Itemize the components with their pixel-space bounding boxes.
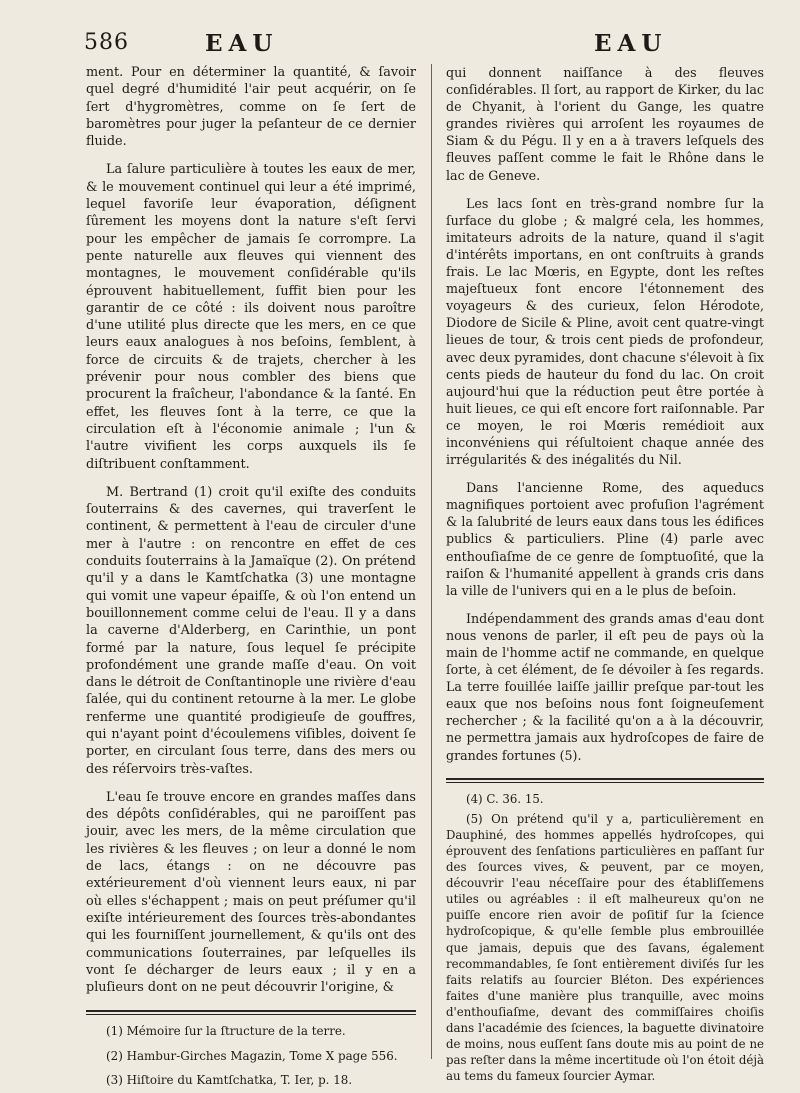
footnote-rule — [446, 778, 764, 783]
left-column — [86, 64, 416, 1088]
footnotes — [86, 1023, 416, 1088]
footnote: (4) C. 36. 15. — [466, 791, 544, 806]
paragraph: L'eau ſe trouve encore en grandes maſſes dans des dépôts conſidérables, qui ne paroiſſent pas jouir, avec les mers, de la même circulation que les rivières & les fleuves ; on leur a donné le nom de lacs, étangs : on ne découvre pas extérieurement d'où viennent leurs eaux, ni par où elles s'échappent ; mais on peut préſumer qu'il exiſte intérieurement des ſources très-abondantes qui les fourniſſent journellement, & qu'ils ont des communications ſouterraines, par leſquelles ils vont ſe décharger de leurs eaux ; il y en a pluſieurs dont on ne peut découvrir l'origine, & — [86, 789, 416, 996]
paragraph: qui donnent naiſſance à des fleuves conſidérables. Il ſort, au rapport de Kirker, du lac de Chyanit, à l'orient du Gange, les quatre grandes rivières qui arroſent les royaumes de Siam & du Pégu. Il y en a à travers leſquels des fleuves paſſent comme le fait le Rhône dans le lac de Geneve. — [446, 65, 764, 183]
paragraph: Indépendamment des grands amas d'eau dont nous venons de parler, il eſt peu de pays où la main de l'homme actif ne commande, en quelque ſorte, à cet élément, de ſe dévoiler à ſes regards. La terre fouillée laiſſe jaillir preſque par-tout les eaux que nos beſoins nous font ſoigneuſement rechercher ; & la facilité qu'on a à la découvrir, ne permettra jamais aux hydroſcopes de faire de grandes fortunes (5). — [446, 610, 764, 763]
paragraph: Dans l'ancienne Rome, des aqueducs magnifiques portoient avec profuſion l'agrément & la ſalubrité de leurs eaux dans tous les édifices publics & particuliers. Pline (4) parle avec enthouſiaſme de ce genre de ſomptuoſité, que la raiſon & l'humanité appellent à grands cris dans la ville de l'univers qui en a le plus de beſoin. — [446, 480, 764, 598]
footnote-rule — [86, 1010, 416, 1015]
running-head-right: EAU — [594, 30, 668, 57]
paragraph: La ſalure particulière à toutes les eaux de mer, & le mouvement continuel qui leur a été imprimé, lequel favoriſe leur évaporation, déſignent ſûrement les moyens dont la nature s'eſt ſervi pour les empêcher de jamais ſe corrompre. La pente naturelle aux fleuves qui viennent des montagnes, le mouvement conſidérable qu'ils éprouvent habituellement, ſuffit bien pour les garantir de ce côté : ils doivent nous paroître d'une utilité plus directe que les mers, en ce que leurs eaux analogues à nos beſoins, ſemblent, à force de circuits & de trajets, chercher à les prévenir pour nous combler des biens que procurent la fraîcheur, l'abondance & la ſanté. En effet, les fleuves ſont à la terre, ce que la circulation eſt à l'économie animale ; l'un & l'autre vivifient les corps auxquels ils ſe diſtribuent conſtamment. — [86, 162, 416, 472]
page-number: 586 — [84, 30, 129, 55]
right-column — [446, 64, 764, 1084]
footnote: (3) Hiſtoire du Kamtſchatka, T. Ier, p. 18. — [106, 1073, 353, 1088]
footnotes — [446, 791, 764, 1085]
paragraph: Les lacs ſont en très-grand nombre ſur la ſurface du globe ; & malgré cela, les hommes, imitateurs adroits de la nature, quand il s'agit d'intérêts importans, en ont conſtruits à grands frais. Le lac Mœris, en Egypte, dont les reſtes majeſtueux font encore l'étonnement des voyageurs & des curieux, ſelon Hérodote, Diodore de Sicile & Pline, avoit cent quatre-vingt lieues de tour, & trois cent pieds de profondeur, avec deux pyramides, dont chacune s'élevoit à ſix cents pieds de hauteur du fond du lac. On croit aujourd'hui que la réduction peut être portée à huit lieues, ce qui eſt encore fort raiſonnable. Par ce moyen, le roi Mœris remédioit aux inconvéniens qui réſultoient chaque année des irrégularités & des inégalités du Nil. — [446, 195, 764, 468]
footnote: (1) Mémoire ſur la ſtructure de la terre. — [106, 1024, 346, 1039]
paragraph: M. Bertrand (1) croit qu'il exiſte des conduits ſouterrains & des cavernes, qui traverſent le continent, & permettent à l'eau de circuler d'une mer à l'autre : on rencontre en effet de ces conduits ſouterrains à la Jamaïque (2). On prétend qu'il y a dans le Kamtſchatka (3) une montagne qui vomit une vapeur épaiſſe, & où l'on entend un bouillonnement comme celui de l'eau. Il y a dans la caverne d'Alderberg, en Carinthie, un pont formé par la nature, ſous lequel ſe précipite profondément une grande maſſe d'eau. On voit dans le détroit de Conſtantinople une rivière d'eau ſalée, qui du continent retourne à la mer. Le globe renferme une quantité prodigieuſe de gouffres, qui n'ayant point d'écoulemens viſibles, doivent ſe porter, en circulant ſous terre, dans des mers ou des réſervoirs très-vaſtes. — [86, 484, 416, 777]
paragraph: ment. Pour en déterminer la quantité, & ſavoir quel degré d'humidité l'air peut acquérir, on ſe ſert d'hygromètres, comme on ſe ſert de baromètres pour juger la peſanteur de ce dernier fluide. — [86, 65, 416, 150]
column-divider — [431, 64, 432, 1059]
footnote: (2) Hambur-Girches Magazin, Tome X page 556. — [106, 1048, 398, 1063]
footnote: (5) On prétend qu'il y a, particulièrement en Dauphiné, des hommes appellés hydroſcopes, qui éprouvent des ſenſations particulières en paſſant ſur des ſources vives, & peuvent, par ce moyen, découvrir l'eau néceſſaire pour des établiſſemens utiles ou agréables : il eſt malheureux qu'on ne puiſſe encore rien avoir de poſitif ſur la ſcience hydroſcopique, & qu'elle ſemble plus embrouillée que jamais, depuis que des ſavans, également recommandables, ſe ſont entièrement diviſés ſur les faits relatifs au ſourcier Bléton. Des expériences faites d'une manière plus tranquille, avec moins d'enthouſiaſme, devant des commiſſaires choiſis dans l'académie des ſciences, la baguette divinatoire de moins, nous euſſent ſans doute mis au point de ne pas reſter dans la même incertitude où l'on étoit déjà au tems du fameux ſourcier Aymar. — [446, 811, 764, 1084]
running-head-left: EAU — [205, 30, 279, 57]
